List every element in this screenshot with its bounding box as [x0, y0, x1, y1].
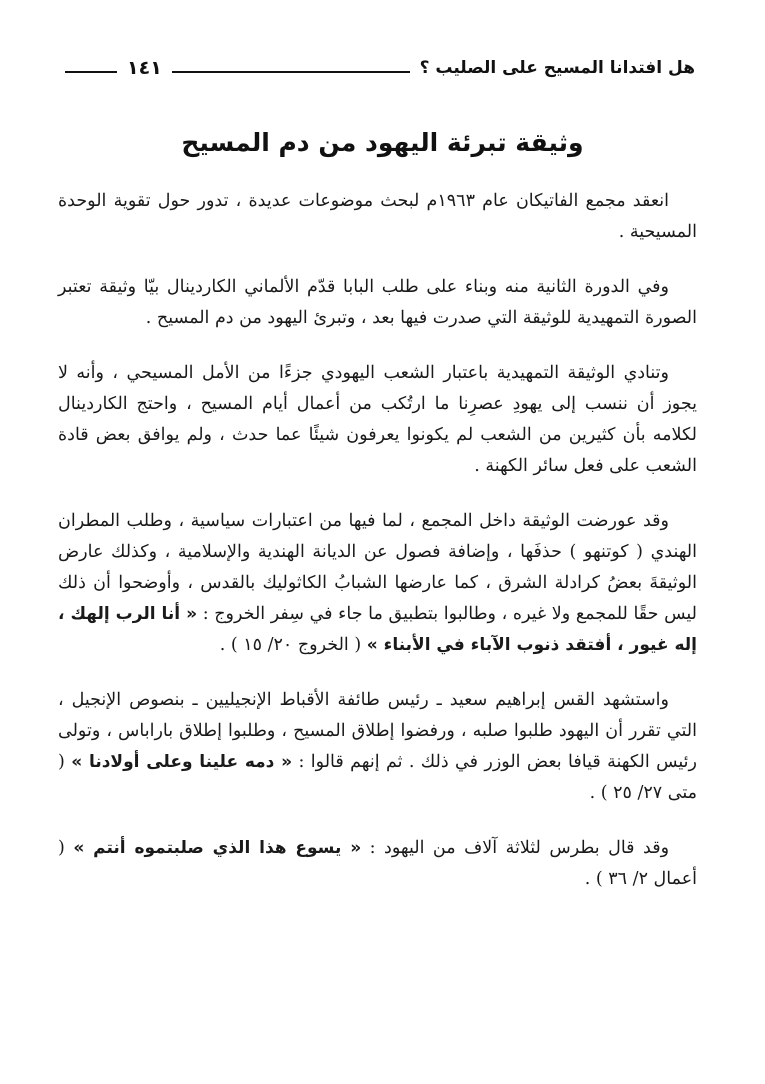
paragraph-6-text: وقد قال بطرس لثلاثة آلاف من اليهود : — [361, 838, 670, 858]
paragraph-4-text: وقد عورضت الوثيقة داخل المجمع ، لما فيها من اعتبارات سياسية ، وطلب المطران الهندي ( كوتنهو ) حذفَها ، وإضافة فصول عن الديانة الهندية والإسلامية ، وكذلك عارض الوثيقةَ بعضُ كرادلة الشرق ، كما عارضها الشبابُ الكاثوليك بالقدس ، وأوضحوا أن ذلك ليس حقًا للمجمع ولا غيره ، وطالبوا بتطبيق ما جاء في سِفر الخروج : — [58, 511, 698, 624]
page-number: ١٤١ — [127, 57, 162, 79]
paragraph-5-text: واستشهد القس إبراهيم سعيد ـ رئيس طائفة الأقباط الإنجيليين ـ بنصوص الإنجيل ، التي تقرر أن اليهود طلبوا صلبه ، ورفضوا إطلاق المسيح ، وطلبوا إطلاق باراباس ، وتولى رئيس الكهنة قيافا بعض الوزر في ذلك . ثم إنهم قالوا : — [58, 690, 697, 772]
exodus-reference: ( الخروج ٢٠/ ١٥ ) . — [219, 635, 367, 655]
paragraph-3: وتنادي الوثيقة التمهيدية باعتبار الشعب اليهودي جزءًا من الأمل المسيحي ، وأنه لا يجوز أن ننسب إلى يهودِ عصرِنا ما ارتُكب من أعمال أيام المسيح ، واحتج الكاردينال لكلامه بأن كثيرين من الشعب لم يكونوا يعرفون شيئًا عما حدث ، ولم يوافق بعض قادة الشعب على فعل سائر الكهنة . — [58, 363, 697, 476]
paragraph-6 — [58, 833, 697, 895]
paragraph-2: وفي الدورة الثانية منه وبناء على طلب البابا قدّم الألماني الكاردينال بيّا وثيقة تعتبر الصورة التمهيدية للوثيقة التي صدرت فيها بعد ، وتبرئ اليهود من دم المسيح . — [58, 277, 697, 328]
section-title: وثيقة تبرئة اليهود من دم المسيح — [181, 128, 584, 157]
running-header — [55, 50, 695, 86]
header-rule-long — [172, 71, 410, 73]
matthew-reference: ( متى ٢٧/ ٢٥ ) . — [58, 752, 697, 803]
paragraph-1: انعقد مجمع الفاتيكان عام ١٩٦٣م لبحث موضوعات عديدة ، تدور حول تقوية الوحدة المسيحية . — [58, 191, 697, 242]
matthew-quote: « دمه علينا وعلى أولادنا » — [71, 752, 293, 772]
acts-quote: « يسوع هذا الذي صلبتموه أنتم » — [73, 838, 362, 858]
header-rule-short — [65, 71, 117, 73]
exodus-quote: « أنا الرب إلهك ، إله غيور ، أفتقد ذنوب الآباء في الأبناء » — [58, 604, 697, 655]
body-text — [58, 186, 697, 917]
running-title: هل افتدانا المسيح على الصليب ؟ — [419, 58, 695, 78]
paragraph-5 — [58, 685, 697, 809]
acts-reference: ( أعمال ٢/ ٣٦ ) . — [58, 838, 697, 889]
paragraph-4 — [58, 506, 697, 661]
